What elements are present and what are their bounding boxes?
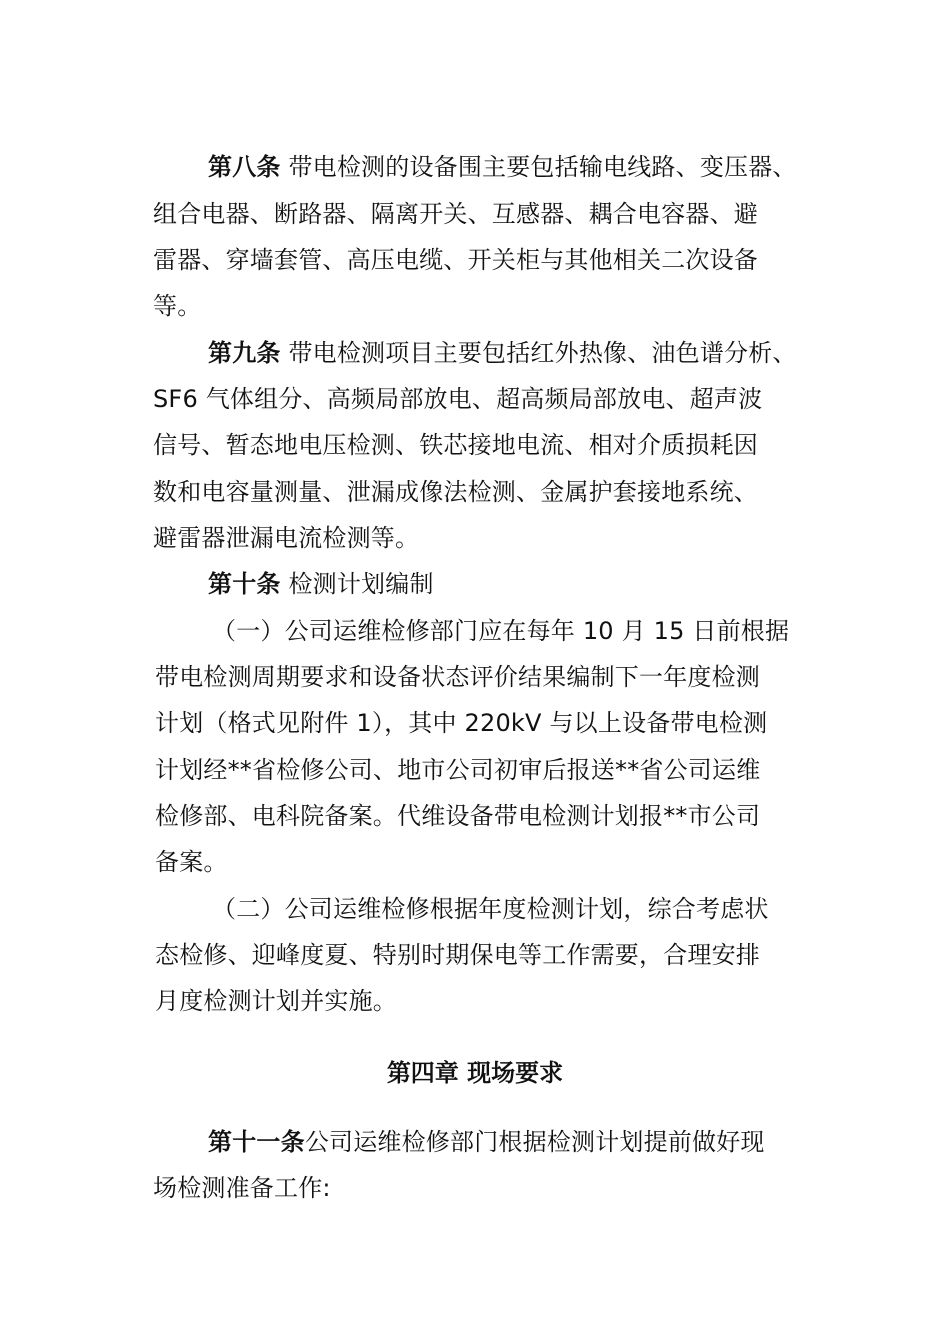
chapter-4-heading: 第四章 现场要求 (386, 1059, 564, 1087)
article-8-line-2: 组合电器、断路器、隔离开关、互感器、耦合电容器、避 (153, 200, 758, 228)
article-8-line-1 (208, 152, 797, 182)
article-8-label: 第八条 (208, 153, 281, 181)
article-10-item-2-line-2: 态检修、迎峰度夏、特别时期保电等工作需要，合理安排 (155, 941, 760, 969)
article-9-line-1 (208, 338, 797, 368)
article-10-label: 第十条 (208, 570, 281, 598)
article-10-line-1 (208, 569, 434, 599)
article-10-item-1-line-1: （一）公司运维检修部门应在每年 10 月 15 日前根据 (212, 617, 790, 645)
article-11-text: 公司运维检修部门根据检测计划提前做好现 (304, 1128, 765, 1156)
article-8-line-3: 雷器、穿墙套管、高压电缆、开关柜与其他相关二次设备 (153, 246, 758, 274)
article-10-item-2-line-1: （二）公司运维检修根据年度检测计划，综合考虑状 (212, 895, 769, 923)
article-10-item-1-line-4: 计划经**省检修公司、地市公司初审后报送**省公司运维 (155, 756, 761, 784)
article-9-line-5: 避雷器泄漏电流检测等。 (153, 524, 420, 552)
article-10-item-1-line-6: 备案。 (155, 848, 228, 876)
article-9-line-2: SF6 气体组分、高频局部放电、超高频局部放电、超声波 (153, 385, 763, 413)
article-11-line-2: 场检测准备工作: (153, 1174, 331, 1202)
article-10-item-1-line-5: 检修部、电科院备案。代维设备带电检测计划报**市公司 (155, 802, 761, 830)
article-8-text: 带电检测的设备围主要包括输电线路、变压器、 (280, 153, 797, 181)
article-9-label: 第九条 (208, 339, 281, 367)
article-8-line-4: 等。 (153, 292, 202, 320)
article-11-label: 第十一条 (208, 1128, 305, 1156)
article-9-line-4: 数和电容量测量、泄漏成像法检测、金属护套接地系统、 (153, 478, 758, 506)
article-10-item-2-line-3: 月度检测计划并实施。 (155, 987, 397, 1015)
article-9-line-3: 信号、暂态地电压检测、铁芯接地电流、相对介质损耗因 (153, 431, 758, 459)
article-10-title: 检测计划编制 (280, 570, 434, 598)
article-10-item-1-line-2: 带电检测周期要求和设备状态评价结果编制下一年度检测 (155, 663, 760, 691)
article-10-item-1-line-3: 计划（格式见附件 1），其中 220kV 与以上设备带电检测 (155, 709, 768, 737)
article-11-line-1 (208, 1127, 765, 1157)
article-9-text: 带电检测项目主要包括红外热像、油色谱分析、 (280, 339, 797, 367)
